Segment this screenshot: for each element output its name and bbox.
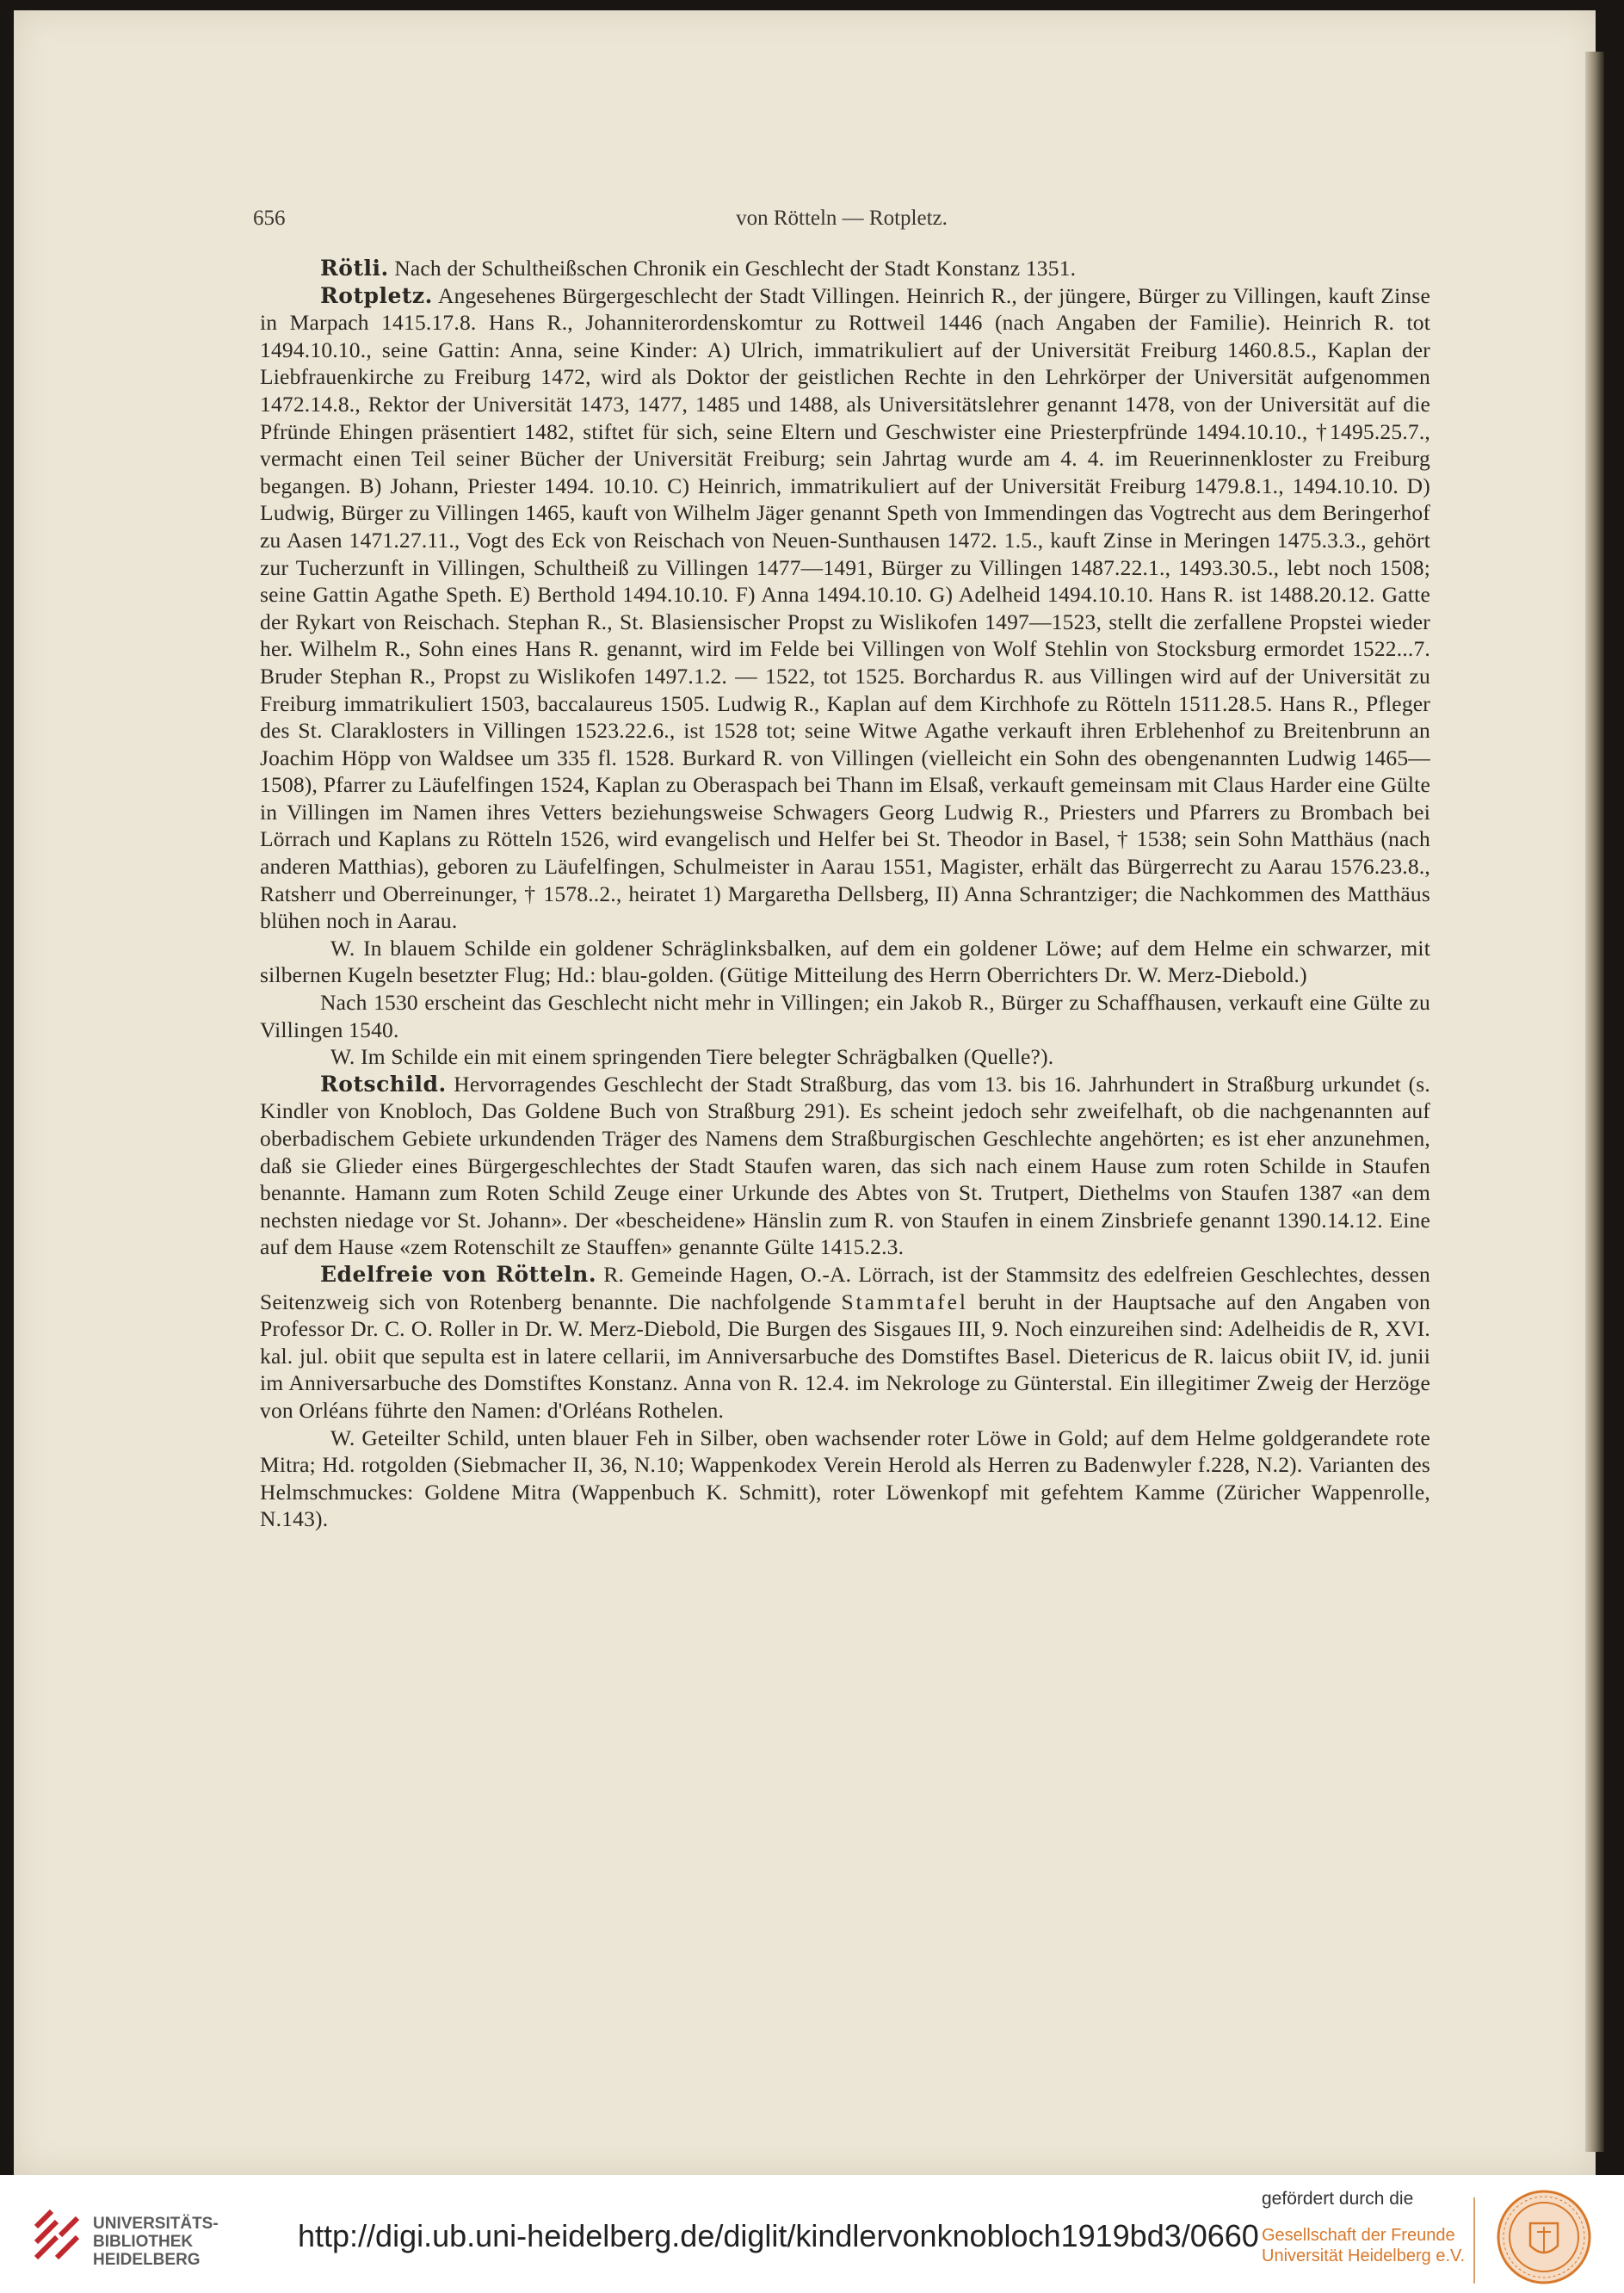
divider [1473, 2197, 1475, 2284]
page-edge [1585, 52, 1604, 2152]
body-text [260, 255, 1430, 1533]
society-line: Universität Heidelberg e.V. [1262, 2247, 1466, 2265]
arms-paragraph [260, 1425, 1430, 1533]
entry-heading: Edelfreie von Rötteln. [320, 1261, 597, 1287]
spaced-term: Stammtafel [841, 1289, 969, 1314]
running-title: von Rötteln — Rotpletz. [736, 207, 948, 230]
entry-heading: Rotpletz. [320, 282, 433, 308]
entry-text: R. Gemeinde Hagen, O.-A. Lörrach, ist der Stammsitz des edelfreien Geschlechtes, dessen Seitenzweig sich von Rotenberg benannte. Die nachfolgende [260, 1261, 1430, 1314]
society-line: Gesellschaft der Freunde [1262, 2226, 1455, 2245]
library-line: HEIDELBERG [93, 2251, 201, 2269]
entry-rotpletz [260, 282, 1430, 935]
entry-heading: Rotschild. [320, 1071, 447, 1097]
library-line: UNIVERSITÄTS- [93, 2215, 219, 2233]
paragraph [260, 989, 1430, 1043]
entry-edelfreie-von-roetteln [260, 1261, 1430, 1425]
paragraph-text: W. Geteilter Schild, unten blauer Feh in Silber, oben wachsender roter Löwe in Gold; auf dem Helme goldgerandete rote Mitra; Hd. rotgolden (Siebmacher II, 36, N.10; Wappenkodex Verein Herold als Herren zu Badenwyler f.228, N.2). Varianten des Helmschmuckes: Goldene Mitra (Wappenbuch K. Schmitt), roter Löwenkopf mit gefehtem Kamme (Züricher Wappenrolle, N.143). [260, 1425, 1430, 1532]
library-line: BIBLIOTHEK [93, 2233, 194, 2251]
entry-text: beruht in der Hauptsache auf den Angaben von Professor Dr. C. O. Roller in Dr. W. Merz-Diebold, Die Burgen des Sisgaues III, 9. Noch einzureihen sind: Adelheidis de R, XVI. kal. jul. obiit que sepulta est in latere cellarii, im Anniversarbuche des Domstiftes Basel. Dietericus de R. laicus obiit IV, id. junii im Anniversarbuche des Domstiftes Konstanz. Anna von R. 12.4. im Nekrologe zu Günterstal. Ein illegitimer Zweig der Herzöge von Orléans führte den Namen: d'Orléans Rothelen. [260, 1289, 1430, 1423]
page-number: 656 [253, 207, 286, 230]
university-seal-icon [1496, 2189, 1592, 2285]
arms-paragraph [260, 1043, 1430, 1071]
entry-rotschild [260, 1071, 1430, 1261]
library-name [93, 2215, 219, 2269]
entry-roetli [260, 255, 1430, 282]
arms-paragraph [260, 935, 1430, 989]
funded-by-label: gefördert durch die [1262, 2189, 1414, 2209]
footer-bar [0, 2175, 1624, 2293]
paragraph-text: Nach 1530 erscheint das Geschlecht nicht mehr in Villingen; ein Jakob R., Bürger zu Schaffhausen, verkauft eine Gülte zu Villingen 1540. [260, 990, 1430, 1042]
entry-heading: Rötli. [320, 256, 389, 281]
entry-text: Nach der Schultheißschen Chronik ein Geschlecht der Stadt Konstanz 1351. [388, 256, 1077, 281]
ub-heidelberg-logo-icon [31, 2204, 83, 2266]
paragraph-text: W. In blauem Schilde ein goldener Schräglinksbalken, auf dem ein goldener Löwe; auf dem Helme ein schwarzer, mit silbernen Kugeln besetzter Flug; Hd.: blau-golden. (Gütige Mitteilung des Herrn Oberrichters Dr. W. Merz-Diebold.) [260, 935, 1430, 988]
entry-text: Angesehenes Bürgergeschlecht der Stadt Villingen. Heinrich R., der jüngere, Bürger zu Villingen, kauft Zinse in Marpach 1415.17.8. Hans R., Johanniterordenskomtur zu Rottweil 1446 (nach Angaben der Familie). Heinrich R. tot 1494.10.10., seine Gattin: Anna, seine Kinder: A) Ulrich, immatrikuliert auf der Universität Freiburg 1460.8.5., Kaplan der Liebfrauenkirche zu Freiburg 1472, wird als Doktor der geistlichen Rechte in den Lehrkörper der Universität aufgenommen 1472.14.8., Rektor der Universität 1473, 1477, 1485 und 1488, als Universitätslehrer genannt 1478, von der Universität auf die Pfründe Ehingen präsentiert 1482, stiftet für sich, seine Eltern und Geschwister eine Priesterpfründe 1494.10.10., †1495.25.7., vermacht einen Teil seiner Bücher der Universität Freiburg; sein Jahrtag wurde am 4. 4. im Reuerinnenkloster zu Freiburg begangen. B) Johann, Priester 1494. 10.10. C) Heinrich, immatrikuliert auf der Universität Freiburg 1479.8.1., 1494.10.10. D) Ludwig, Bürger zu Villingen 1465, kauft von Wilhelm Jäger genannt Speth von Immendingen das Vogtrecht aus dem Beringerhof zu Aasen 1471.27.11., Vogt des Eck von Reischach von Neuen-Sunthausen 1472. 1.5., kauft Zinse in Meringen 1475.3.3., gehört zur Tucherzunft in Villingen, Schultheiß zu Villingen 1477—1491, Bürger zu Villingen 1487.22.1., 1493.30.5., lebt noch 1508; seine Gattin Agathe Speth. E) Berthold 1494.10.10. F) Anna 1494.10.10. G) Adelheid 1494.10.10. Hans R. ist 1488.20.12. Gatte der Rykart von Reischach. Stephan R., St. Blasiensischer Propst zu Wislikofen 1497—1523, stellt die zerfallene Propstei wieder her. Wilhelm R., Sohn eines Hans R. genannt, wird im Felde bei Villingen von Wolf Stehlin von Stocksburg ermordet 1522...7. Bruder Stephan R., Propst zu Wislikofen 1497.1.2. — 1522, tot 1525. Borchardus R. aus Villingen wird auf der Universität zu Freiburg immatrikuliert 1503, baccalaureus 1505. Ludwig R., Kaplan auf dem Kirchhofe zu Rötteln 1511.28.5. Hans R., Pfleger des St. Claraklosters in Villingen 1523.22.6., ist 1528 tot; seine Witwe Agathe verkauft ihren Erblehenhof zu Breitenbrunn an Joachim Höpp von Waldsee um 335 fl. 1528. Burkard R. von Villingen (vielleicht ein Sohn des obengenannten Ludwig 1465—1508), Pfarrer zu Läufelfingen 1524, Kaplan zu Oberaspach bei Thann im Elsaß, verkauft gemeinsam mit Claus Harder eine Gülte in Villingen im Namen ihres Vetters beziehungsweise Schwagers Georg Ludwig R., Priesters und Pfarrers zu Brombach bei Lörrach und Kaplans zu Rötteln 1526, wird evangelisch und Helfer bei St. Theodor in Basel, † 1538; sein Sohn Matthäus (nach anderen Matthias), geboren zu Läufelfingen, Schulmeister in Aarau 1551, Magister, erhält das Bürgerrecht zu Aarau 1576.23.8., Ratsherr und Oberreinunger, † 1578..2., heiratet 1) Margaretha Dellsberg, II) Anna Schrantziger; die Nachkommen des Matthäus blühen noch in Aarau. [260, 282, 1430, 934]
entry-text: Hervorragendes Geschlecht der Stadt Straßburg, das vom 13. bis 16. Jahrhundert in Straßburg urkundet (s. Kindler von Knobloch, Das Goldene Buch von Straßburg 291). Es scheint jedoch sehr zweifelhaft, ob die nachgenannten auf oberbadischem Gebiete urkundenden Träger des Namens dem Straßburgischen Geschlechte angehörten; es ist eher anzunehmen, daß sie Glieder eines Bürgergeschlechtes der Stadt Staufen waren, das sich nach einem Hause zum roten Schilde in Staufen benannte. Hamann zum Roten Schild Zeuge einer Urkunde des Abtes von St. Trutpert, Diethelms von Staufen 1387 «an dem nechsten niedage vor St. Johann». Der «bescheidene» Hänslin zum R. von Staufen in einem Zinsbriefe genannt 1390.14.12. Eine auf dem Hause «zem Rotenschilt ze Stauffen» genannte Gülte 1415.2.3. [260, 1071, 1430, 1260]
permalink-url[interactable]: http://digi.ub.uni-heidelberg.de/diglit/kindlervonknobloch1919bd3/0660 [298, 2218, 1259, 2253]
society-name [1262, 2225, 1465, 2266]
paragraph-text: W. Im Schilde ein mit einem springenden Tiere belegter Schrägbalken (Quelle?). [330, 1044, 1054, 1070]
